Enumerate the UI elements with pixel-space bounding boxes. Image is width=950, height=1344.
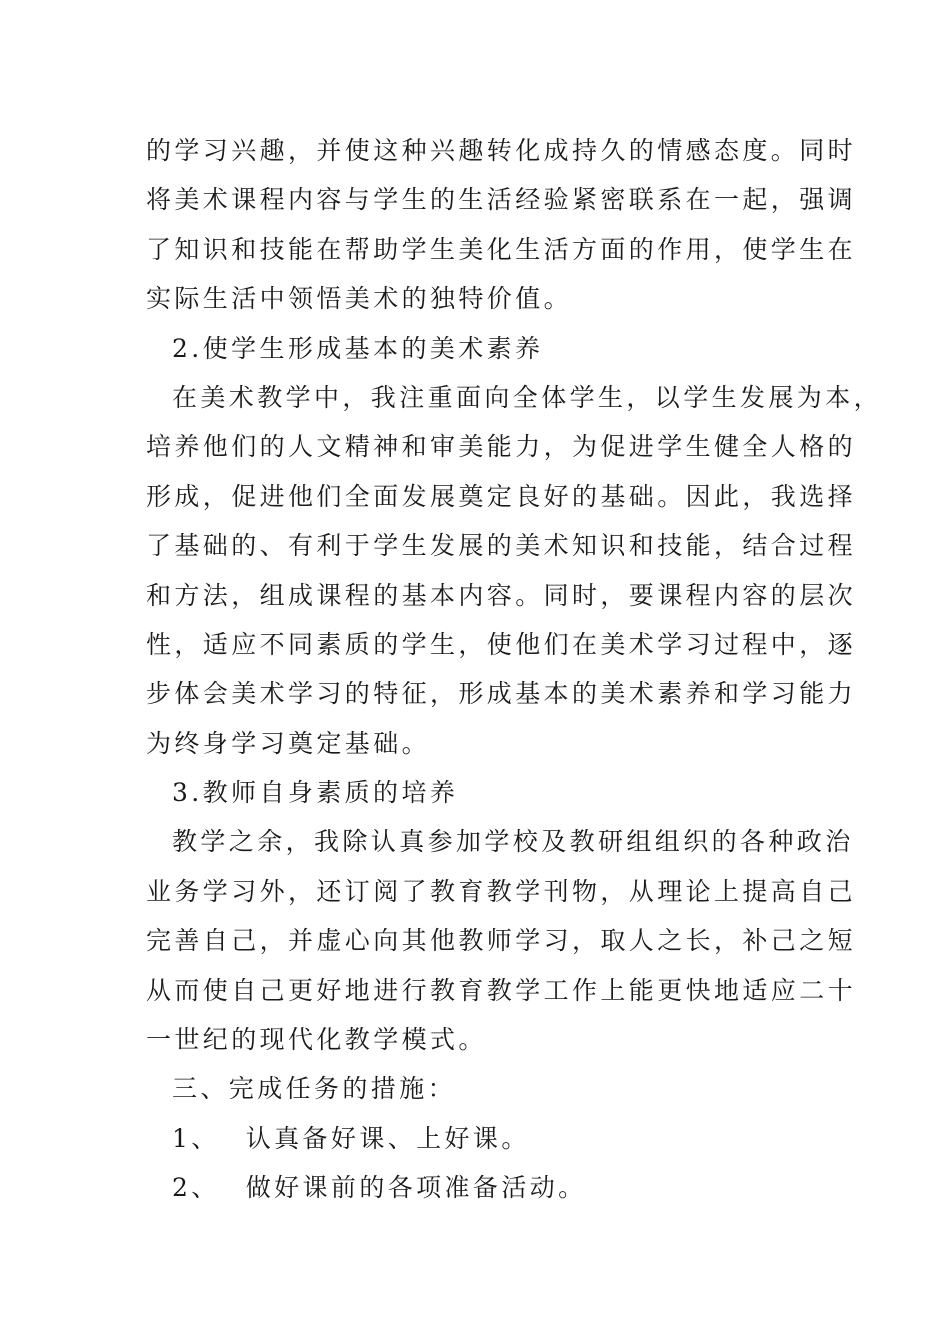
list-item-number: 1、: [172, 1123, 220, 1153]
list-item: [146, 1114, 814, 1163]
body-line: 性，适应不同素质的学生，使他们在美术学习过程中，逐: [146, 629, 857, 659]
document-body: [146, 126, 883, 1213]
body-line: 将美术课程内容与学生的生活经验紧密联系在一起，强调: [146, 185, 857, 215]
body-line: 为终身学习奠定基础。: [146, 728, 431, 758]
body-line: 形成，促进他们全面发展奠定良好的基础。因此，我选择: [146, 481, 857, 511]
body-line: 一世纪的现代化教学模式。: [146, 1025, 487, 1055]
body-line: 培养他们的人文精神和审美能力，为促进学生健全人格的: [146, 432, 857, 462]
body-line: 了知识和技能在帮助学生美化生活方面的作用，使学生在: [146, 234, 857, 264]
section-heading: 三、完成任务的措施：: [172, 1074, 457, 1104]
body-line: 教学之余，我除认真参加学校及教研组组织的各种政治: [172, 827, 854, 857]
body-line: 业务学习外，还订阅了教育教学刊物，从理论上提高自己: [146, 876, 857, 906]
body-line: 实际生活中领悟美术的独特价值。: [146, 284, 573, 314]
body-line: 从而使自己更好地进行教育教学工作上能更快地适应二十: [146, 975, 857, 1005]
section-heading: 3.教师自身素质的培养: [172, 778, 459, 808]
section-heading: 2.使学生形成基本的美术素养: [172, 333, 544, 363]
body-line: 步体会美术学习的特征，形成基本的美术素养和学习能力: [146, 679, 857, 709]
list-item: [146, 1163, 814, 1212]
body-line: 在美术教学中，我注重面向全体学生，以学生发展为本，: [172, 382, 883, 412]
list-item-text: 认真备好课、上好课。: [245, 1123, 530, 1153]
list-item-number: 2、: [172, 1173, 220, 1203]
list-item-text: 做好课前的各项准备活动。: [245, 1173, 587, 1203]
body-line: 完善自己，并虚心向其他教师学习，取人之长，补己之短: [146, 926, 857, 956]
body-line: 了基础的、有利于学生发展的美术知识和技能，结合过程: [146, 531, 857, 561]
body-line: 和方法，组成课程的基本内容。同时，要课程内容的层次: [146, 580, 857, 610]
body-line: 的学习兴趣，并使这种兴趣转化成持久的情感态度。同时: [146, 136, 857, 165]
